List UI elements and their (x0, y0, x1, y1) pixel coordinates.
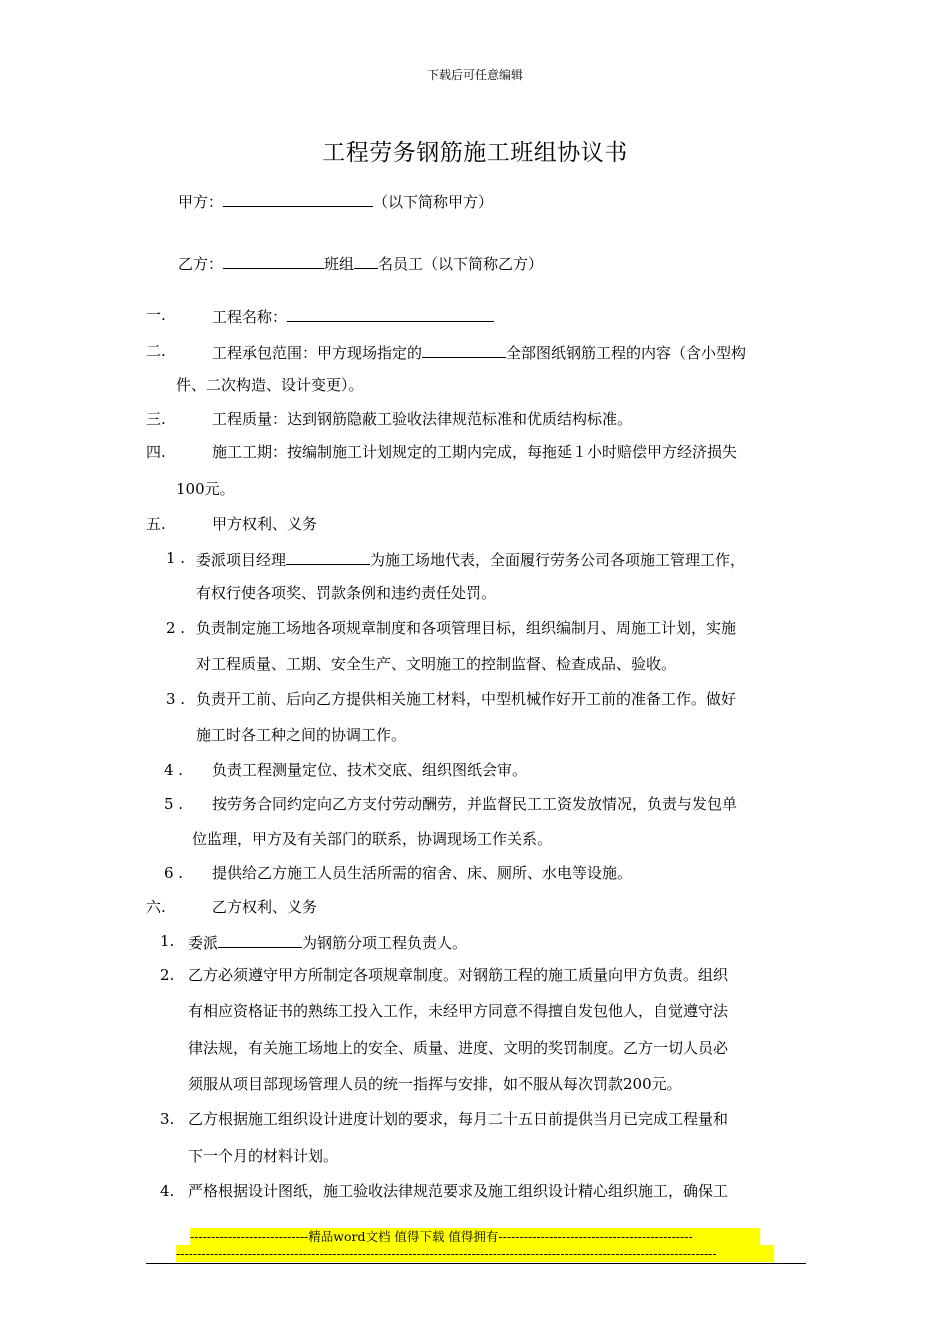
section-1-num: 一. (146, 306, 166, 324)
section-6-item-2-cont-2: 律法规，有关施工场地上的安全、质量、进度、文明的奖罚制度。乙方一切人员必 (188, 1039, 729, 1057)
section-5-item-3-cont: 施工时各工种之间的协调工作。 (196, 726, 407, 744)
section-5-item-1-text-b: 为施工场地代表，全面履行劳务公司各项施工管理工作， (370, 551, 746, 569)
scope-blank (422, 340, 506, 358)
footer-rule (146, 1263, 806, 1264)
project-name-blank (287, 304, 494, 322)
section-5-heading: 甲方权利、义务 (212, 515, 318, 533)
manager-blank (286, 547, 370, 565)
section-5-item-1-text-a: 委派项目经理 (196, 551, 287, 569)
party-b-label: 乙方： (178, 255, 224, 273)
section-5-item-3-num: 3 . (166, 690, 186, 708)
section-6-item-4-text: 严格根据设计图纸，施工验收法律规范要求及施工组织设计精心组织施工，确保工 (188, 1182, 729, 1200)
section-2-text-b: 全部图纸钢筋工程的内容（含小型构 (506, 344, 747, 362)
party-a-line (178, 189, 493, 213)
section-6-item-1-num: 1. (160, 932, 175, 950)
section-2-num: 二. (146, 342, 166, 360)
section-6-item-2-cont-1: 有相应资格证书的熟练工投入工作，未经甲方同意不得擅自发包他人，自觉遵守法 (188, 1002, 729, 1020)
section-5-item-5-text: 按劳务合同约定向乙方支付劳动酬劳，并监督民工工资发放情况，负责与发包单 (212, 795, 738, 813)
rebar-lead-blank (218, 930, 302, 948)
section-5-item-4-num: 4 . (164, 761, 184, 779)
section-5-num: 五. (146, 515, 166, 533)
section-6-item-1 (188, 930, 467, 954)
section-5-item-2-num: 2 . (166, 619, 186, 637)
section-5-item-6-text: 提供给乙方施工人员生活所需的宿舍、床、厕所、水电等设施。 (212, 864, 633, 882)
section-5-item-1-num: 1 . (166, 549, 186, 567)
section-5-item-2-text: 负责制定施工场地各项规章制度和各项管理目标，组织编制月、周施工计划，实施 (196, 619, 737, 637)
party-a-label: 甲方： (178, 193, 224, 211)
section-5-item-5-cont: 位监理，甲方及有关部门的联系，协调现场工作关系。 (192, 830, 553, 848)
party-b-line (178, 251, 543, 275)
section-5-item-3-text: 负责开工前、后向乙方提供相关施工材料，中型机械作好开工前的准备工作。做好 (196, 690, 737, 708)
document-title: 工程劳务钢筋施工班组协议书 (322, 140, 628, 166)
section-1-text: 工程名称： (212, 308, 288, 326)
section-5-item-5-num: 5 . (164, 795, 184, 813)
section-6-num: 六. (146, 898, 166, 916)
section-3-num: 三. (146, 410, 166, 428)
section-2-cont: 件、二次构造、设计变更）。 (176, 376, 364, 394)
section-2 (212, 340, 746, 364)
party-a-suffix: （以下简称甲方） (373, 193, 494, 211)
section-6-item-2-text: 乙方必须遵守甲方所制定各项规章制度。对钢筋工程的施工质量向甲方负责。组织 (188, 966, 729, 984)
footer-banner-line-1: ----------------------------精品word文档 值得下载 值得拥有---------------------------------------------- (190, 1228, 760, 1245)
section-5-item-4-text: 负责工程测量定位、技术交底、组织图纸会审。 (212, 761, 528, 779)
section-4-cont: 100元。 (176, 480, 235, 498)
section-6-item-3-cont: 下一个月的材料计划。 (188, 1147, 339, 1165)
section-6-item-1-text-a: 委派 (188, 934, 219, 952)
section-5-item-1-cont: 有权行使各项奖、罚款条例和违约责任处罚。 (196, 584, 497, 602)
party-b-team: 班组 (324, 255, 355, 273)
section-1 (212, 304, 494, 328)
section-2-text-a: 工程承包范围：甲方现场指定的 (212, 344, 423, 362)
section-6-item-3-num: 3. (160, 1110, 175, 1128)
party-b-team-blank (223, 251, 324, 269)
section-6-item-2-cont-3: 须服从项目部现场管理人员的统一指挥与安排，如不服从每次罚款200元。 (188, 1075, 682, 1093)
party-b-suffix: 名员工（以下简称乙方） (378, 255, 544, 273)
section-6-heading: 乙方权利、义务 (212, 898, 318, 916)
section-5-item-1 (196, 547, 745, 571)
section-6-item-3-text: 乙方根据施工组织设计进度计划的要求，每月二十五日前提供当月已完成工程量和 (188, 1110, 729, 1128)
section-5-item-2-cont: 对工程质量、工期、安全生产、文明施工的控制监督、检查成品、验收。 (196, 655, 677, 673)
section-4-num: 四. (146, 443, 166, 461)
section-6-item-1-text-b: 为钢筋分项工程负责人。 (302, 934, 468, 952)
header-note: 下载后可任意编辑 (426, 68, 523, 82)
section-4-text: 施工工期：按编制施工计划规定的工期内完成，每拖延１小时赔偿甲方经济损失 (212, 443, 738, 461)
section-3-text: 工程质量：达到钢筋隐蔽工验收法律规范标准和优质结构标准。 (212, 410, 633, 428)
footer-banner-line-2: -------------------------------------------------------------------------------------------------------------------------------- (176, 1245, 774, 1262)
section-5-item-6-num: 6 . (164, 864, 184, 882)
section-6-item-2-num: 2. (160, 966, 175, 984)
party-a-blank (223, 189, 373, 207)
section-6-item-4-num: 4. (160, 1182, 175, 1200)
party-b-count-blank (354, 251, 378, 269)
